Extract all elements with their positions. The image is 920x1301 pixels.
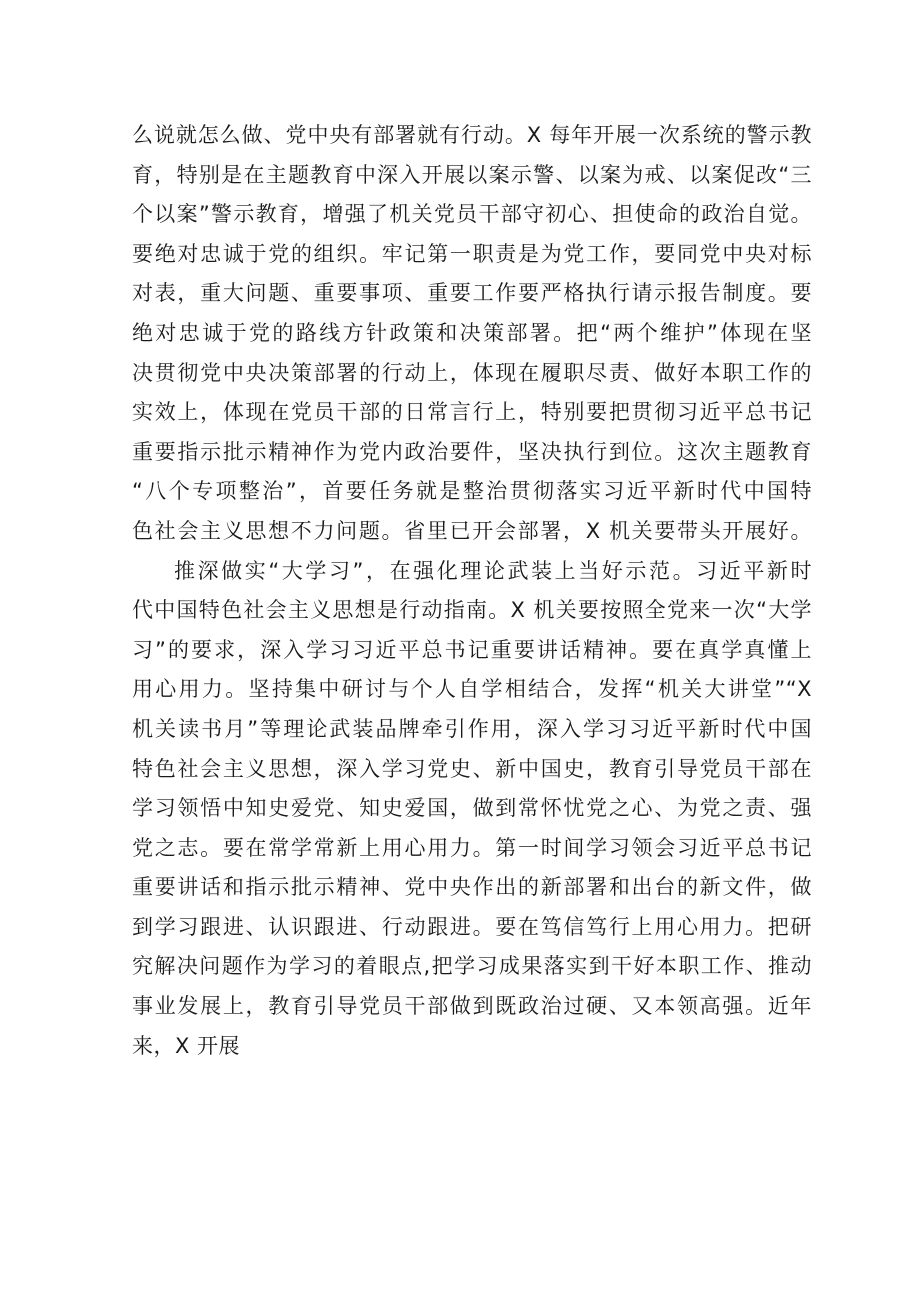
paragraph-2-line-10: 到学习跟进、认识跟进、行动跟进。要在笃信笃行上用心用力。把研 <box>132 914 812 939</box>
paragraph-2-line-3: 习”的要求，深入学习习近平总书记重要讲话精神。要在真学真懂上 <box>132 637 812 662</box>
paragraph-1-line-9: 重要指示批示精神作为党内政治要件，坚决执行到位。这次主题教育 <box>132 439 812 464</box>
paragraph-1-line-7: 决贯彻党中央决策部署的行动上，体现在履职尽责、做好本职工作的 <box>132 360 812 385</box>
paragraph-2-line-9: 重要讲话和指示批示精神、党中央作出的新部署和出台的新文件，做 <box>132 875 812 900</box>
paragraph-2-line-13: 来，X 开展 <box>132 1033 241 1058</box>
paragraph-1-line-5: 对表，重大问题、重要事项、重要工作要严格执行请示报告制度。要 <box>132 281 812 306</box>
paragraph-2-line-2: 代中国特色社会主义思想是行动指南。X 机关要按照全党来一次“大学 <box>132 598 812 623</box>
paragraph-1-line-11: 色社会主义思想不力问题。省里已开会部署，X 机关要带头开展好。 <box>132 518 812 543</box>
body-text <box>132 116 812 1066</box>
paragraph-2-line-4: 用心用力。坚持集中研讨与个人自学相结合，发挥“机关大讲堂”“X <box>132 677 812 702</box>
paragraph-2-line-11: 究解决问题作为学习的着眼点,把学习成果落实到干好本职工作、推动 <box>132 954 812 979</box>
paragraph-2-line-6: 特色社会主义思想，深入学习党史、新中国史，教育引导党员干部在 <box>132 756 812 781</box>
paragraph-1-line-1: 么说就怎么做、党中央有部署就有行动。X 每年开展一次系统的警示教 <box>132 123 812 147</box>
paragraph-2-line-12: 事业发展上，教育引导党员干部做到既政治过硬、又本领高强。近年 <box>132 994 812 1019</box>
paragraph-1-line-3: 个以案”警示教育，增强了机关党员干部守初心、担使命的政治自觉。 <box>132 202 812 227</box>
paragraph-1-line-10: “八个专项整治”，首要任务就是整治贯彻落实习近平新时代中国特 <box>132 479 812 504</box>
paragraph-2-line-1: 推深做实“大学习”，在强化理论武装上当好示范。习近平新时 <box>174 558 812 583</box>
paragraph-1-line-8: 实效上，体现在党员干部的日常言行上，特别要把贯彻习近平总书记 <box>132 400 812 425</box>
paragraph-1-line-6: 绝对忠诚于党的路线方针政策和决策部署。把“两个维护”体现在坚 <box>132 320 812 345</box>
paragraph-1-line-2: 育，特别是在主题教育中深入开展以案示警、以案为戒、以案促改“三 <box>132 162 812 187</box>
paragraph-1-line-4: 要绝对忠诚于党的组织。牢记第一职责是为党工作，要同党中央对标 <box>132 241 812 266</box>
paragraph-2-line-7: 学习领悟中知史爱党、知史爱国，做到常怀忧党之心、为党之责、强 <box>132 796 812 821</box>
paragraph-2-line-8: 党之志。要在常学常新上用心用力。第一时间学习领会习近平总书记 <box>132 835 812 860</box>
paragraph-2-line-5: 机关读书月”等理论武装品牌牵引作用，深入学习习近平新时代中国 <box>132 716 812 741</box>
